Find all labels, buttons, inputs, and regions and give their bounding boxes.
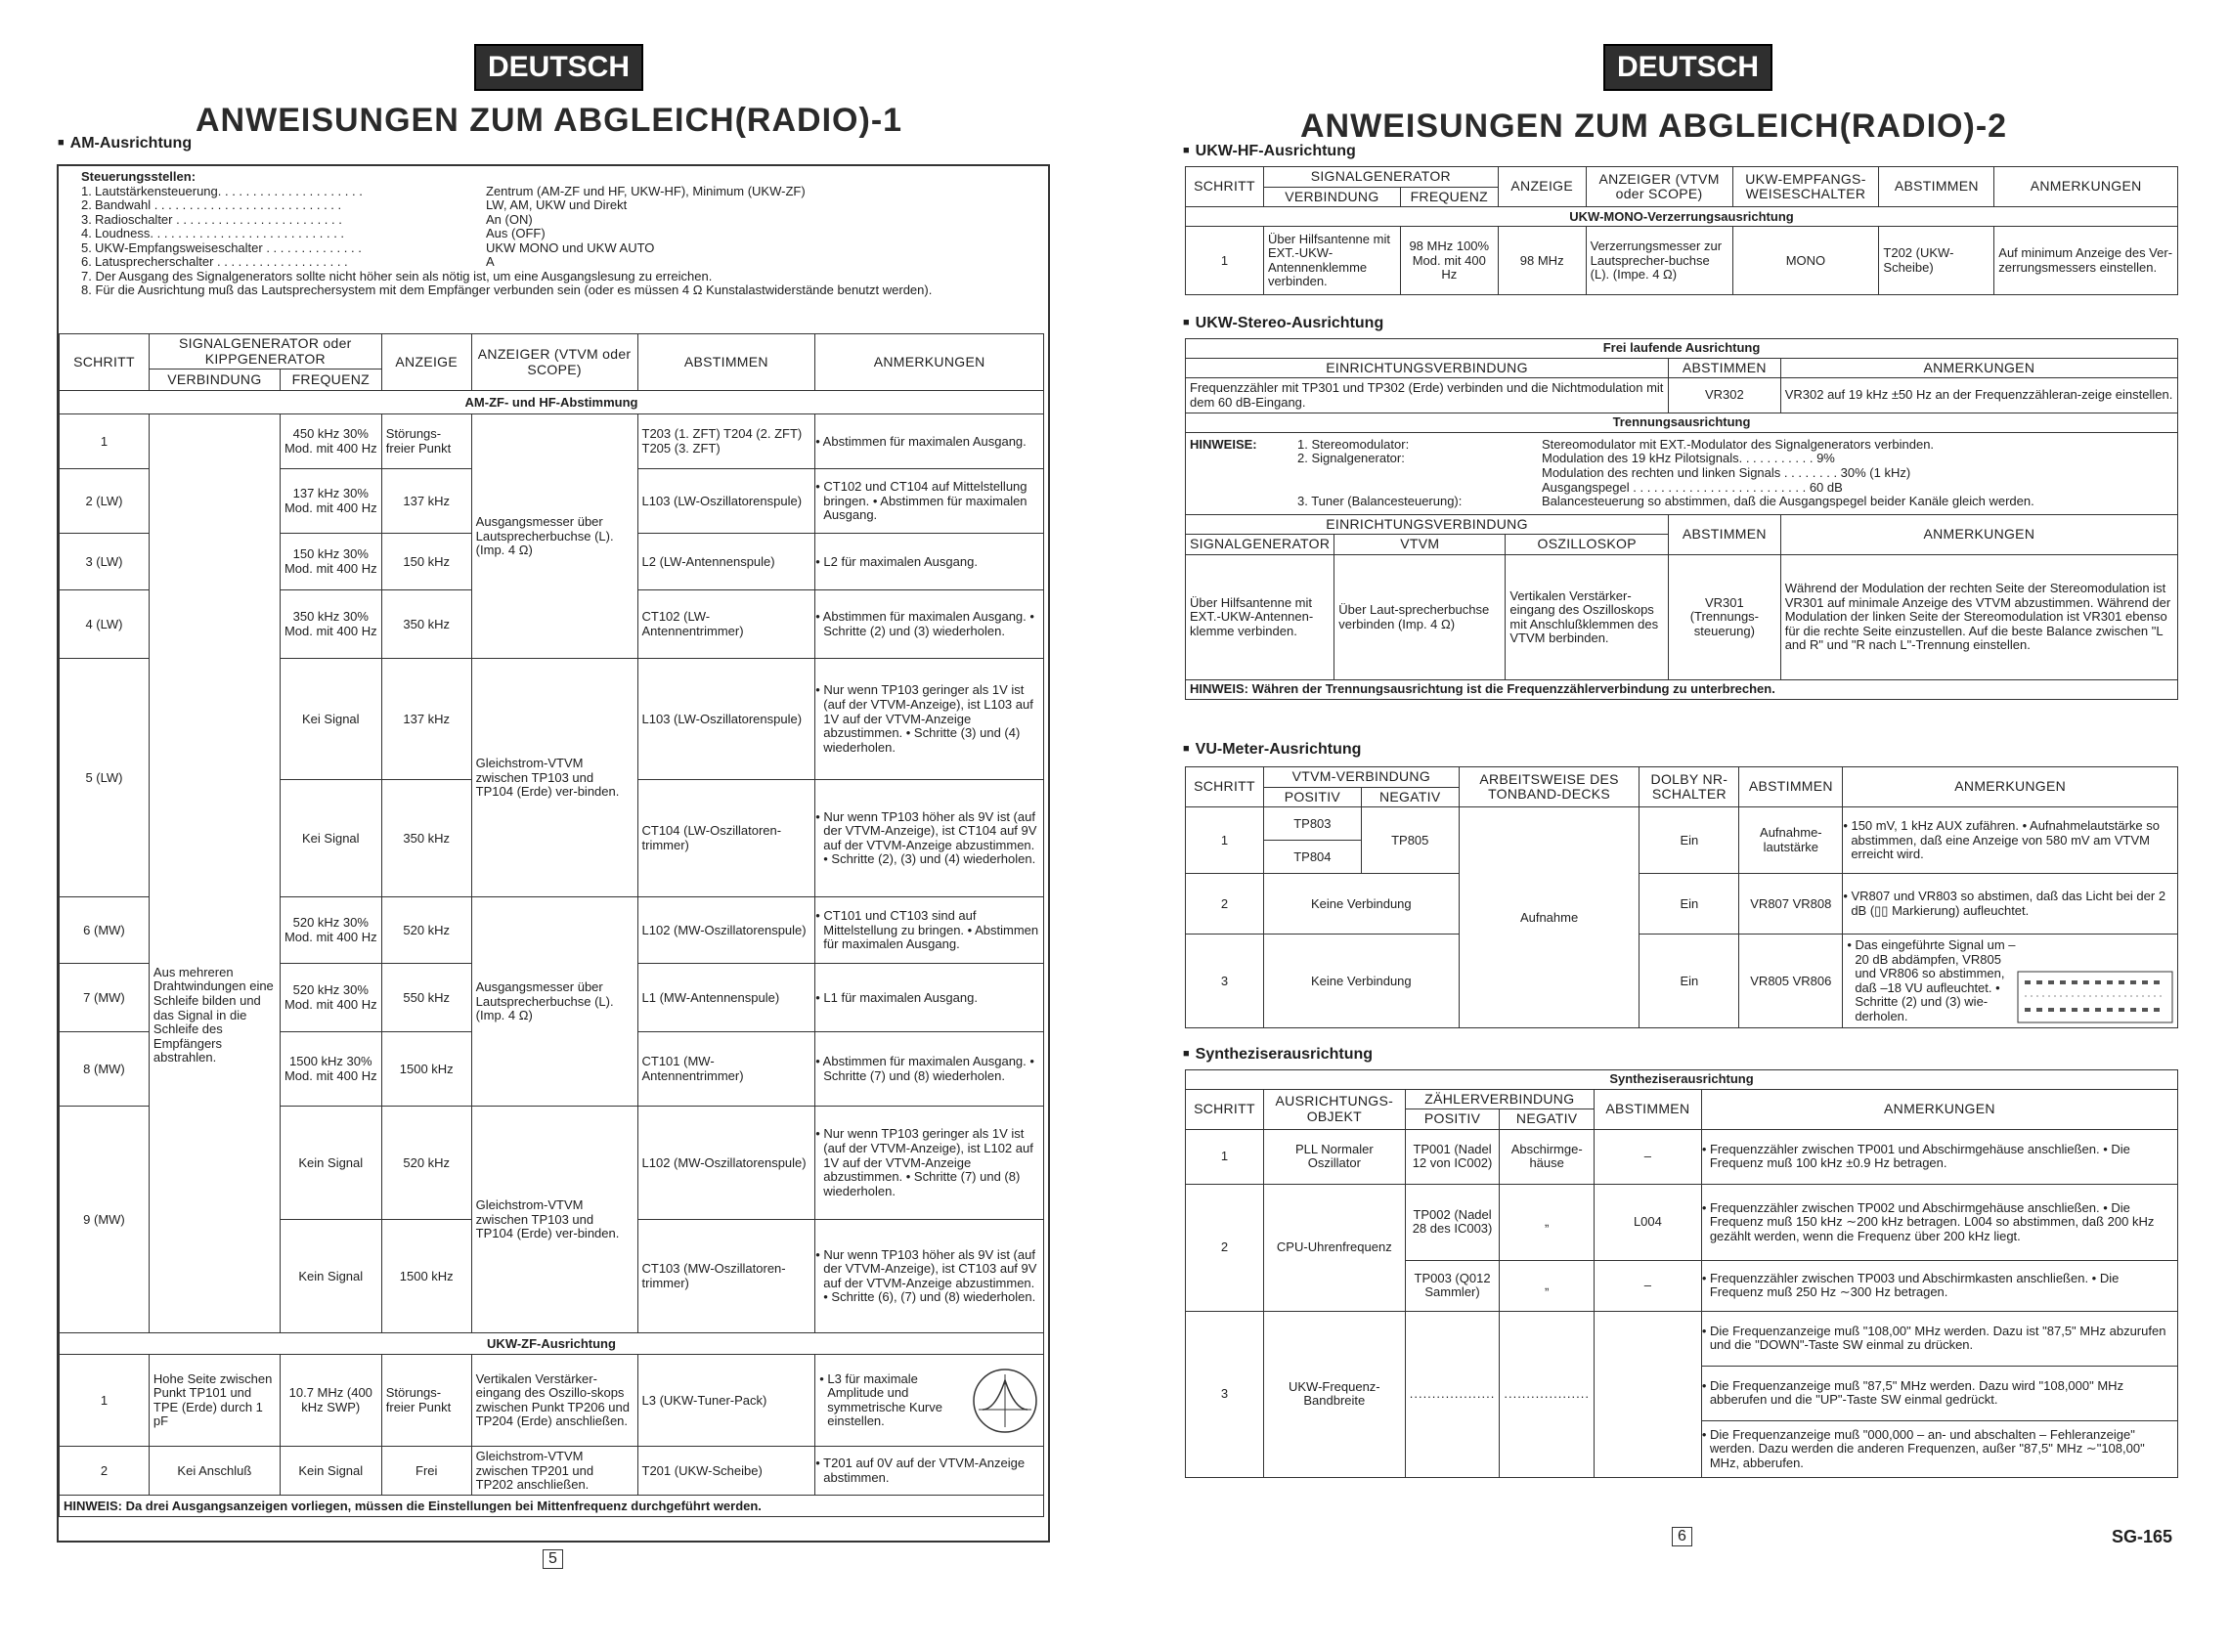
note-cell: • Die Frequenzanzeige muß "87,5" MHz werden. Dazu wird "108,000" MHz abberufen und die "UP"-Taste SW einmal gedrückt. bbox=[1701, 1366, 2177, 1420]
freq-cell: 1500 kHz 30% Mod. mit 400 Hz bbox=[280, 1032, 381, 1107]
hdr-anzeiger: ANZEIGER (VTVM oder SCOPE) bbox=[471, 334, 637, 391]
vu-meter-display-icon bbox=[2017, 971, 2173, 1023]
note-cell: • Frequenzzähler zwischen TP002 und Abschirmgehäuse anschließen. • Die Frequenz muß 150 kHz ∼200 kHz betragen. L004 so abstimmen, daß 200 kHz gezählt werden, wenn die Frequenz über 200 kHz liegt. bbox=[1701, 1184, 2177, 1260]
verbindung-cell: Keine Verbindung bbox=[1263, 935, 1459, 1028]
freq-cell: Kein Signal bbox=[280, 1220, 381, 1333]
hinweise-key: 3. Tuner (Balancesteuerung): bbox=[1297, 494, 1463, 509]
abstimmen-cell: L004 bbox=[1594, 1184, 1701, 1260]
abstimmen-cell: L103 (LW-Oszillatorenspule) bbox=[637, 469, 815, 534]
ukw-hf-table bbox=[1185, 166, 2178, 295]
section-ukw-stereo: ■ UKW-Stereo-Ausrichtung bbox=[1183, 315, 1383, 332]
positiv-cell: ................... bbox=[1405, 1311, 1500, 1477]
note-text: • Das eingeführte Signal um –20 dB abdämpfen, VR805 und VR806 so abstimmen, daß –18 VU aufleuchtet. • Schritte (2) und (3) wie-derholen. bbox=[1847, 937, 2016, 1023]
hdr-siggen: SIGNALGENERATOR bbox=[1263, 167, 1498, 188]
anzeige-cell: Störungs-freier Punkt bbox=[381, 1355, 471, 1447]
synth-subheader: Syntheziserausrichtung bbox=[1186, 1070, 2178, 1090]
abstimmen-cell bbox=[1594, 1311, 1701, 1477]
hdr-einrichtung: EINRICHTUNGSVERBINDUNG bbox=[1186, 358, 1669, 378]
am-table bbox=[59, 333, 1044, 1517]
frei-subheader: Frei laufende Ausrichtung bbox=[1186, 339, 2178, 359]
note-cell: • Abstimmen für maximalen Ausgang. • Schritte (7) und (8) wiederholen. bbox=[815, 1032, 1044, 1107]
note-cell bbox=[815, 1355, 1044, 1447]
freq-cell: 10.7 MHz (400 kHz SWP) bbox=[280, 1355, 381, 1447]
hdr-schritt: SCHRITT bbox=[1186, 767, 1264, 807]
control-number: 2. bbox=[81, 197, 92, 213]
hdr-positiv: POSITIV bbox=[1405, 1109, 1500, 1130]
abstimmen-cell: T201 (UKW-Scheibe) bbox=[637, 1447, 815, 1496]
negativ-cell: „ bbox=[1500, 1184, 1595, 1260]
note-cell: • Die Frequenzanzeige muß "108,00" MHz werden. Dazu ist "87,5" MHz abzurufen und die "DOWN"-Taste SW einmal zu drücken. bbox=[1701, 1311, 2177, 1366]
freq-cell: 137 kHz 30% Mod. mit 400 Hz bbox=[280, 469, 381, 534]
hdr-anmerkungen: ANMERKUNGEN bbox=[1701, 1089, 2177, 1129]
hdr-positiv: POSITIV bbox=[1263, 787, 1361, 807]
control-item bbox=[81, 185, 1034, 199]
hinweise-key: 1. Stereomodulator: bbox=[1297, 436, 1410, 452]
hinweise-list bbox=[1297, 438, 2173, 509]
hdr-negativ: NEGATIV bbox=[1500, 1109, 1595, 1130]
abstimmen-cell: L3 (UKW-Tuner-Pack) bbox=[637, 1355, 815, 1447]
hdr-schritt: SCHRITT bbox=[1186, 167, 1264, 207]
hinweise-key bbox=[1297, 466, 1542, 481]
anzeiger-c: Ausgangsmesser über Lautsprecherbuchse (L). (Imp. 4 Ω) bbox=[471, 897, 637, 1107]
freq-cell: 350 kHz 30% Mod. mit 400 Hz bbox=[280, 590, 381, 659]
hinweise-value: Modulation des 19 kHz Pilotsignals. . . . . . . . . . . 9% bbox=[1542, 451, 1835, 466]
note-cell: • CT102 und CT104 auf Mittelstellung bringen. • Abstimmen für maximalen Ausgang. bbox=[815, 469, 1044, 534]
positiv-cell: TP803 bbox=[1263, 807, 1361, 841]
control-label: Lautstärkensteuerung. . . . . . . . . . . . . . . . . . . . . bbox=[95, 184, 363, 198]
hinweise-item bbox=[1297, 495, 2173, 509]
positiv-cell: TP003 (Q012 Sammler) bbox=[1405, 1260, 1500, 1311]
step-cell: 3 bbox=[1186, 1311, 1264, 1477]
hdr-anmerkungen-2: ANMERKUNGEN bbox=[1780, 514, 2177, 554]
anzeiger-cell: Verzerrungsmesser zur Lautsprecher-buchse (L). (Impe. 4 Ω) bbox=[1586, 227, 1732, 295]
control-number: 5. bbox=[81, 239, 92, 255]
freq-cell: 150 kHz 30% Mod. mit 400 Hz bbox=[280, 534, 381, 590]
anzeige-cell: Frei bbox=[381, 1447, 471, 1496]
dolby-cell: Ein bbox=[1640, 807, 1739, 874]
objekt-cell: PLL Normaler Oszillator bbox=[1263, 1129, 1405, 1184]
ukw-zf-subheader: UKW-ZF-Ausrichtung bbox=[60, 1333, 1044, 1355]
note-cell: • VR807 und VR803 so abstimen, daß das Licht bei der 2 dB (▯▯ Markierung) aufleuchtet. bbox=[1843, 874, 2178, 935]
note-cell: • 150 mV, 1 kHz AUX zufähren. • Aufnahmelautstärke so abstimmen, daß eine Anzeige von 580 mV am VTVM erreicht wird. bbox=[1843, 807, 2178, 874]
hdr-anmerkungen: ANMERKUNGEN bbox=[1843, 767, 2178, 807]
anzeige-cell: 350 kHz bbox=[381, 590, 471, 659]
abstimmen-cell: L102 (MW-Oszillatorenspule) bbox=[637, 1107, 815, 1220]
freq-cell: Kein Signal bbox=[280, 1447, 381, 1496]
hdr-anmerkungen: ANMERKUNGEN bbox=[1994, 167, 2178, 207]
step-cell: 2 bbox=[1186, 1184, 1264, 1311]
control-number: 6. bbox=[81, 254, 92, 270]
vu-table bbox=[1185, 766, 2178, 1028]
freq-cell: 98 MHz 100% Mod. mit 400 Hz bbox=[1400, 227, 1498, 295]
anzeige-cell: 1500 kHz bbox=[381, 1220, 471, 1333]
abstimmen-cell: VR302 bbox=[1669, 378, 1781, 413]
freq-cell: Kei Signal bbox=[280, 780, 381, 897]
control-value: Aus (OFF) bbox=[486, 226, 546, 241]
abstimmen-cell: L1 (MW-Antennenspule) bbox=[637, 964, 815, 1032]
step-cell: 3 (LW) bbox=[60, 534, 150, 590]
positiv-cell: TP001 (Nadel 12 von IC002) bbox=[1405, 1129, 1500, 1184]
hdr-schritt: SCHRITT bbox=[60, 334, 150, 391]
am-subheader: AM-ZF- und HF-Abstimmung bbox=[60, 391, 1044, 414]
page-number: 6 bbox=[1672, 1527, 1692, 1546]
abstimmen-cell: T203 (1. ZFT) T204 (2. ZFT) T205 (3. ZFT) bbox=[637, 414, 815, 469]
note-cell: • Nur wenn TP103 geringer als 1V ist (auf der VTVM-Anzeige), ist L102 auf 1V auf der VTVM-Anzeige abzustimmen. • Schritte (7) und (8) wiederholen. bbox=[815, 1107, 1044, 1220]
control-value: A bbox=[486, 254, 495, 270]
hdr-anmerkungen: ANMERKUNGEN bbox=[815, 334, 1044, 391]
step-cell: 2 (LW) bbox=[60, 469, 150, 534]
anzeige-cell: 350 kHz bbox=[381, 780, 471, 897]
control-item bbox=[81, 213, 1034, 228]
page-number: 5 bbox=[543, 1549, 563, 1569]
control-value: Zentrum (AM-ZF und HF, UKW-HF), Minimum (UKW-ZF) bbox=[486, 183, 806, 198]
page-title: ANWEISUNGEN ZUM ABGLEICH(RADIO)-1 bbox=[196, 102, 903, 139]
hinweise-block bbox=[1186, 432, 2178, 514]
control-item bbox=[81, 198, 1034, 213]
control-label: Latusprecherschalter . . . . . . . . . . . . . . . . . . . bbox=[95, 255, 348, 270]
step-cell: 8 (MW) bbox=[60, 1032, 150, 1107]
hdr-anzeiger: ANZEIGER (VTVM oder SCOPE) bbox=[1586, 167, 1732, 207]
note-cell: Auf minimum Anzeige des Ver-zerrungsmessers einstellen. bbox=[1994, 227, 2178, 295]
ukw-stereo-table bbox=[1185, 338, 2178, 700]
hinweise-item bbox=[1297, 438, 2173, 453]
abstimmen-cell: CT102 (LW-Antennentrimmer) bbox=[637, 590, 815, 659]
hdr-frequenz: FREQUENZ bbox=[1400, 187, 1498, 207]
control-item bbox=[81, 227, 1034, 241]
hinweise-label: HINWEISE: bbox=[1190, 436, 1257, 452]
section-ukw-hf: ■ UKW-HF-Ausrichtung bbox=[1183, 143, 1356, 160]
control-value: An (ON) bbox=[486, 211, 533, 227]
vtvm-cell: Über Laut-sprecherbuchse verbinden (Imp. 4 Ω) bbox=[1334, 555, 1506, 680]
hdr-empfangsweise: UKW-EMPFANGS-WEISESCHALTER bbox=[1732, 167, 1879, 207]
freq-cell: 520 kHz 30% Mod. mit 400 Hz bbox=[280, 964, 381, 1032]
step-cell: 1 bbox=[60, 414, 150, 469]
abstimmen-cell: Aufnahme-lautstärke bbox=[1739, 807, 1843, 874]
note-cell: • Frequenzzähler zwischen TP001 und Abschirmgehäuse anschließen. • Die Frequenz muß 100 kHz ±0.9 Hz betragen. bbox=[1701, 1129, 2177, 1184]
dolby-cell: Ein bbox=[1640, 874, 1739, 935]
step-cell: 7 (MW) bbox=[60, 964, 150, 1032]
freq-cell: 520 kHz 30% Mod. mit 400 Hz bbox=[280, 897, 381, 964]
control-label: Radioschalter . . . . . . . . . . . . . . . . . . . . . . . . bbox=[95, 212, 342, 227]
anzeige-cell: 1500 kHz bbox=[381, 1032, 471, 1107]
abstimmen-cell: CT101 (MW-Antennentrimmer) bbox=[637, 1032, 815, 1107]
page-title: ANWEISUNGEN ZUM ABGLEICH(RADIO)-2 bbox=[1300, 108, 2008, 145]
negativ-cell: TP805 bbox=[1361, 807, 1459, 874]
hdr-oszilloskop: OSZILLOSKOP bbox=[1506, 535, 1669, 555]
step-cell: 2 bbox=[60, 1447, 150, 1496]
objekt-cell: UKW-Frequenz-Bandbreite bbox=[1263, 1311, 1405, 1477]
hdr-schritt: SCHRITT bbox=[1186, 1089, 1264, 1129]
symmetric-curve-icon bbox=[971, 1367, 1039, 1435]
control-value: LW, AM, UKW und Direkt bbox=[486, 197, 628, 213]
abstimmen-cell: VR807 VR808 bbox=[1739, 874, 1843, 935]
controls-title: Steuerungsstellen: bbox=[81, 169, 197, 184]
positiv-cell: TP002 (Nadel 28 des IC003) bbox=[1405, 1184, 1500, 1260]
anzeige-cell: Störungs-freier Punkt bbox=[381, 414, 471, 469]
empf-cell: MONO bbox=[1732, 227, 1879, 295]
hdr-siggen: SIGNALGENERATOR oder KIPPGENERATOR bbox=[149, 334, 381, 370]
hdr-vtvm: VTVM bbox=[1334, 535, 1506, 555]
objekt-cell: CPU-Uhrenfrequenz bbox=[1263, 1184, 1405, 1311]
synth-table bbox=[1185, 1069, 2178, 1478]
negativ-cell: „ bbox=[1500, 1260, 1595, 1311]
note-cell: • T201 auf 0V auf der VTVM-Anzeige abstimmen. bbox=[815, 1447, 1044, 1496]
language-badge: DEUTSCH bbox=[1603, 44, 1772, 91]
freq-cell: Kein Signal bbox=[280, 1107, 381, 1220]
anzeige-cell: 520 kHz bbox=[381, 1107, 471, 1220]
control-label: Bandwahl . . . . . . . . . . . . . . . . . . . . . . . . . . . bbox=[95, 198, 342, 213]
verbindung-cell: Keine Verbindung bbox=[1263, 874, 1459, 935]
note-cell: • L2 für maximalen Ausgang. bbox=[815, 534, 1044, 590]
verbindung-common: Aus mehreren Drahtwindungen eine Schleife bilden und das Signal in die Schleife des Empfängers abstrahlen. bbox=[149, 414, 280, 1333]
anzeige-cell: 98 MHz bbox=[1498, 227, 1586, 295]
hdr-einrichtung-2: EINRICHTUNGSVERBINDUNG bbox=[1186, 514, 1669, 535]
hinweis-label: HINWEIS: bbox=[1190, 681, 1248, 697]
step-cell: 1 bbox=[1186, 807, 1264, 874]
control-number: 1. bbox=[81, 183, 92, 198]
positiv-cell: TP804 bbox=[1263, 841, 1361, 874]
note-cell: • Nur wenn TP103 geringer als 1V ist (auf der VTVM-Anzeige), ist L103 auf 1V auf der VTVM-Anzeige abzustimmen. • Schritte (3) und (4) wiederholen. bbox=[815, 659, 1044, 780]
note-cell: Während der Modulation der rechten Seite der Stereomodulation ist VR301 auf minimale Anzeige des VTVM abzustimmen. Während der Modulation der linken Seite der Stereomodulation ist VR301 ebenso für die rechte Seite einzustellen. Auf die beste Balance zwischen "L and R" und "R nach L"-Trennung einstellen. bbox=[1780, 555, 2177, 680]
verbindung-cell: Hohe Seite zwischen Punkt TP101 und TPE (Erde) durch 1 pF bbox=[149, 1355, 280, 1447]
control-label: UKW-Empfangsweiseschalter . . . . . . . . . . . . . . bbox=[95, 240, 362, 255]
note-7: 7. Der Ausgang des Signalgenerators sollte nicht höher sein als nötig ist, um eine Ausgangslesung zu erreichen. bbox=[81, 268, 713, 283]
negativ-cell: Abschirmge-häuse bbox=[1500, 1129, 1595, 1184]
hinweise-item bbox=[1297, 466, 2173, 481]
abstimmen-cell: T202 (UKW-Scheibe) bbox=[1879, 227, 1994, 295]
section-am: ■ AM-Ausrichtung bbox=[58, 135, 192, 152]
hinweis-text: Währen der Trennungsausrichtung ist die Frequenzzählerverbindung zu unterbrechen. bbox=[1251, 681, 1775, 697]
hinweise-item bbox=[1297, 481, 2173, 496]
control-number: 4. bbox=[81, 226, 92, 241]
anzeiger-a: Ausgangsmesser über Lautsprecherbuchse (L). (Imp. 4 Ω) bbox=[471, 414, 637, 659]
note-text: • L3 für maximale Amplitude und symmetrische Kurve einstellen. bbox=[819, 1370, 942, 1429]
signalgenerator-cell: Über Hilfsantenne mit EXT.-UKW-Antennen-klemme verbinden. bbox=[1186, 555, 1334, 680]
abstimmen-cell: L102 (MW-Oszillatorenspule) bbox=[637, 897, 815, 964]
anzeiger-d: Gleichstrom-VTVM zwischen TP103 und TP104 (Erde) ver-binden. bbox=[471, 1107, 637, 1333]
step-cell: 5 (LW) bbox=[60, 659, 150, 897]
anzeige-cell: 150 kHz bbox=[381, 534, 471, 590]
model-number: SG-165 bbox=[2112, 1527, 2173, 1546]
hinweis-label: HINWEIS: bbox=[64, 1498, 122, 1513]
hinweise-item bbox=[1297, 452, 2173, 466]
hinweise-key: 2. Signalgenerator: bbox=[1297, 451, 1405, 466]
hdr-anmerkungen: ANMERKUNGEN bbox=[1780, 358, 2177, 378]
ukw-mono-subheader: UKW-MONO-Verzerrungsausrichtung bbox=[1186, 207, 2178, 227]
hdr-abstimmen: ABSTIMMEN bbox=[1669, 358, 1781, 378]
hdr-verbindung: VERBINDUNG bbox=[1263, 187, 1400, 207]
note-cell: • Abstimmen für maximalen Ausgang. • Schritte (2) und (3) wiederholen. bbox=[815, 590, 1044, 659]
control-number: 3. bbox=[81, 211, 92, 227]
note-cell: • Frequenzzähler zwischen TP003 und Abschirmkasten anschließen. • Die Frequenz muß 250 Hz ∼300 Hz betragen. bbox=[1701, 1260, 2177, 1311]
hdr-objekt: AUSRICHTUNGS-OBJEKT bbox=[1263, 1089, 1405, 1129]
dolby-cell: Ein bbox=[1640, 935, 1739, 1028]
note-cell: • Nur wenn TP103 höher als 9V ist (auf der VTVM-Anzeige), ist CT104 auf 9V auf der VTVM-Anzeige abzustimmen. • Schritte (2), (3) und (4) wiederholen. bbox=[815, 780, 1044, 897]
anzeiger-cell: Gleichstrom-VTVM zwischen TP201 und TP202 anschließen. bbox=[471, 1447, 637, 1496]
hdr-verbindung: VERBINDUNG bbox=[149, 370, 280, 391]
note-cell: • L1 für maximalen Ausgang. bbox=[815, 964, 1044, 1032]
verbindung-cell: Über Hilfsantenne mit EXT.-UKW-Antennenklemme verbinden. bbox=[1263, 227, 1400, 295]
hinweise-key bbox=[1297, 481, 1542, 496]
hdr-zaehlerverbindung: ZÄHLERVERBINDUNG bbox=[1405, 1089, 1594, 1109]
abstimmen-cell: – bbox=[1594, 1129, 1701, 1184]
step-cell: 3 bbox=[1186, 935, 1264, 1028]
hdr-arbeitsweise: ARBEITSWEISE DES TONBAND-DECKS bbox=[1459, 767, 1640, 807]
step-cell: 1 bbox=[1186, 227, 1264, 295]
trennung-subheader: Trennungsausrichtung bbox=[1186, 413, 2178, 433]
control-item bbox=[81, 255, 1034, 270]
note-cell: • Nur wenn TP103 höher als 9V ist (auf der VTVM-Anzeige), ist CT103 auf 9V auf der VTVM-Anzeige abzustimmen. • Schritte (6), (7) und (8) wiederholen. bbox=[815, 1220, 1044, 1333]
note-cell: • CT101 und CT103 sind auf Mittelstellung zu bringen. • Abstimmen für maximalen Ausgang. bbox=[815, 897, 1044, 964]
note-cell bbox=[1843, 935, 2178, 1028]
control-item bbox=[81, 241, 1034, 256]
freq-cell: 450 kHz 30% Mod. mit 400 Hz bbox=[280, 414, 381, 469]
step-cell: 9 (MW) bbox=[60, 1107, 150, 1333]
hdr-abstimmen: ABSTIMMEN bbox=[637, 334, 815, 391]
hdr-signalgenerator: SIGNALGENERATOR bbox=[1186, 535, 1334, 555]
anzeige-cell: 137 kHz bbox=[381, 469, 471, 534]
note-8: 8. Für die Ausrichtung muß das Lautsprechersystem mit dem Empfänger verbunden sein (oder es müssen 4 Ω Kunstalastwiderstände benutzt werden). bbox=[81, 283, 933, 298]
hdr-negativ: NEGATIV bbox=[1361, 787, 1459, 807]
hdr-abstimmen: ABSTIMMEN bbox=[1879, 167, 1994, 207]
step-cell: 1 bbox=[1186, 1129, 1264, 1184]
hdr-anzeige: ANZEIGE bbox=[381, 334, 471, 391]
anzeige-cell: 137 kHz bbox=[381, 659, 471, 780]
oszilloskop-cell: Vertikalen Verstärker-eingang des Oszilloskops mit Anschlußklemmen des VTVM berbinden. bbox=[1506, 555, 1669, 680]
hdr-dolby: DOLBY NR-SCHALTER bbox=[1640, 767, 1739, 807]
hinweise-value: Stereomodulator mit EXT.-Modulator des Signalgenerators verbinden. bbox=[1542, 436, 1935, 452]
hinweise-value: Modulation des rechten und linken Signals . . . . . . . . 30% (1 kHz) bbox=[1542, 464, 1911, 480]
anzeiger-cell: Vertikalen Verstärker-eingang des Oszillo-skops zwischen Punkt TP206 und TP204 (Erde) anschließen. bbox=[471, 1355, 637, 1447]
language-badge: DEUTSCH bbox=[474, 44, 643, 91]
abstimmen-cell: CT103 (MW-Oszillatoren-trimmer) bbox=[637, 1220, 815, 1333]
control-value: UKW MONO und UKW AUTO bbox=[486, 239, 655, 255]
step-cell: 2 bbox=[1186, 874, 1264, 935]
note-cell: VR302 auf 19 kHz ±50 Hz an der Frequenzzähleran-zeige einstellen. bbox=[1780, 378, 2177, 413]
control-settings bbox=[81, 170, 1034, 298]
hinweise-value: Balancesteuerung so abstimmen, daß die Ausgangspegel beider Kanäle gleich werden. bbox=[1542, 494, 2034, 509]
step-cell: 1 bbox=[60, 1355, 150, 1447]
anzeige-cell: 520 kHz bbox=[381, 897, 471, 964]
hdr-frequenz: FREQUENZ bbox=[280, 370, 381, 391]
abstimmen-cell: CT104 (LW-Oszillatoren-trimmer) bbox=[637, 780, 815, 897]
abstimmen-cell: L103 (LW-Oszillatorenspule) bbox=[637, 659, 815, 780]
note-cell: • Abstimmen für maximalen Ausgang. bbox=[815, 414, 1044, 469]
hdr-anzeige: ANZEIGE bbox=[1498, 167, 1586, 207]
hinweis-text: Da drei Ausgangsanzeigen vorliegen, müssen die Einstellungen bei Mittenfrequenz durchgeführt werden. bbox=[125, 1498, 762, 1513]
section-synthesizer: ■ Syntheziserausrichtung bbox=[1183, 1046, 1373, 1064]
hinweise-value: Ausgangspegel . . . . . . . . . . . . . . . . . . . . . . . . . 60 dB bbox=[1542, 479, 1843, 495]
hinweis-row bbox=[1186, 680, 2178, 700]
control-label: Loudness. . . . . . . . . . . . . . . . . . . . . . . . . . . . bbox=[95, 227, 345, 241]
hinweis-row bbox=[60, 1496, 1044, 1517]
abstimmen-cell: – bbox=[1594, 1260, 1701, 1311]
arbeitsweise-cell: Aufnahme bbox=[1459, 807, 1640, 1028]
hdr-abstimmen-2: ABSTIMMEN bbox=[1669, 514, 1781, 554]
freq-cell: Kei Signal bbox=[280, 659, 381, 780]
hdr-abstimmen: ABSTIMMEN bbox=[1739, 767, 1843, 807]
section-vu-meter: ■ VU-Meter-Ausrichtung bbox=[1183, 741, 1361, 759]
negativ-cell: ................... bbox=[1500, 1311, 1595, 1477]
hdr-abstimmen: ABSTIMMEN bbox=[1594, 1089, 1701, 1129]
verbindung-cell: Kei Anschluß bbox=[149, 1447, 280, 1496]
einrichtung-cell: Frequenzzähler mit TP301 und TP302 (Erde) verbinden und die Nichtmodulation mit dem 60 dB-Eingang. bbox=[1186, 378, 1669, 413]
hdr-vtvm-verbindung: VTVM-VERBINDUNG bbox=[1263, 767, 1459, 788]
note-cell: • Die Frequenzanzeige muß "000,000 – an- und abschalten – Fehleranzeige" werden. Dazu werden die anderen Frequenzen, außer "87,5" MHz ∼"108,00" MHz, abberufen. bbox=[1701, 1420, 2177, 1477]
abstimmen-cell: VR301 (Trennungs-steuerung) bbox=[1669, 555, 1781, 680]
controls-list bbox=[81, 185, 1034, 270]
abstimmen-cell: VR805 VR806 bbox=[1739, 935, 1843, 1028]
anzeiger-b: Gleichstrom-VTVM zwischen TP103 und TP104 (Erde) ver-binden. bbox=[471, 659, 637, 897]
anzeige-cell: 550 kHz bbox=[381, 964, 471, 1032]
step-cell: 6 (MW) bbox=[60, 897, 150, 964]
step-cell: 4 (LW) bbox=[60, 590, 150, 659]
abstimmen-cell: L2 (LW-Antennenspule) bbox=[637, 534, 815, 590]
